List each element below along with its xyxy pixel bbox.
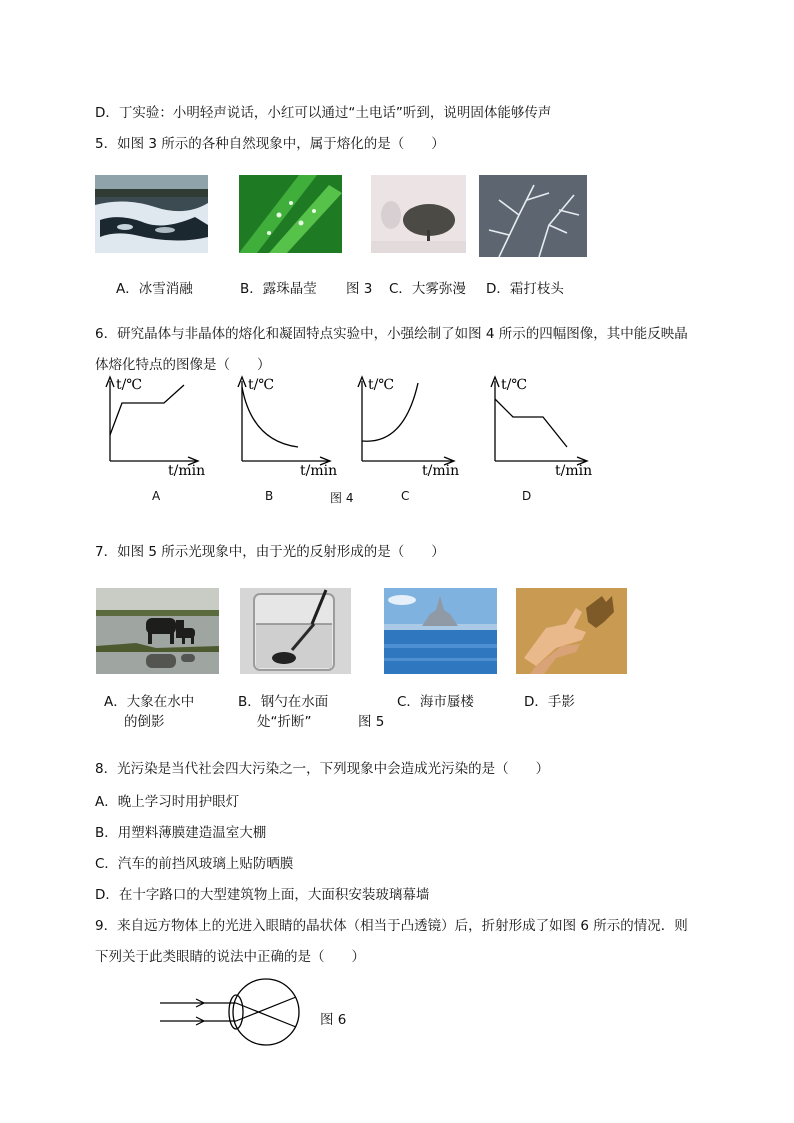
question-7-stem: 7．如图 5 所示光现象中，由于光的反射形成的是（ ） (95, 544, 445, 560)
q7-option-d: D．手影 (524, 694, 575, 710)
graph-label-c: C (401, 489, 410, 503)
eye-diagram (158, 975, 318, 1050)
q8-option-a: A．晚上学习时用护眼灯 (95, 794, 240, 810)
question-5-stem: 5．如图 3 所示的各种自然现象中，属于熔化的是（ ） (95, 136, 445, 152)
q7-option-b-line1: B．钢勺在水面 (238, 694, 329, 710)
graph-c (348, 373, 458, 478)
graph-b-x-label: t/min (300, 463, 338, 479)
option-d-previous: D．丁实验：小明轻声说话，小红可以通过“土电话”听到，说明固体能够传声 (95, 105, 552, 121)
graph-b-y-label: t/℃ (248, 377, 275, 393)
q8-option-c: C．汽车的前挡风玻璃上贴防晒膜 (95, 856, 294, 872)
graph-a-y-label: t/℃ (116, 377, 143, 393)
elephant-reflection-photo (96, 588, 219, 674)
q7-option-b-line2: 处“折断” (257, 714, 312, 730)
graph-label-b: B (265, 489, 274, 503)
graph-a (96, 373, 206, 479)
spoon-in-water-photo (240, 588, 351, 674)
ice-melting-photo (95, 175, 208, 253)
q8-option-d: D．在十字路口的大型建筑物上面，大面积安装玻璃幕墙 (95, 887, 430, 903)
mirage-photo (384, 588, 497, 674)
q7-option-a-line1: A．大象在水中 (104, 694, 195, 710)
question-6-stem-line2: 体熔化特点的图像是（ ） (95, 357, 271, 373)
graph-c-x-label: t/min (422, 463, 460, 479)
graph-d-x-label: t/min (555, 463, 593, 479)
question-6-stem-line1: 6．研究晶体与非晶体的熔化和凝固特点实验中，小强绘制了如图 4 所示的四幅图像，其中能反映晶 (95, 326, 688, 342)
q5-option-d: D．霜打枝头 (486, 281, 564, 297)
graph-a-x-label: t/min (168, 463, 206, 479)
graph-label-d: D (522, 489, 532, 503)
hand-shadow-photo (516, 588, 627, 674)
graph-b (228, 373, 338, 479)
dew-drops-photo (239, 175, 342, 253)
fog-photo (371, 175, 466, 253)
q9-figure-label: 图 6 (320, 1012, 347, 1028)
q7-option-c: C．海市蜃楼 (397, 694, 474, 710)
q7-option-a-line2: 的倒影 (124, 714, 165, 730)
graph-d-y-label: t/℃ (501, 377, 528, 393)
q5-figure-label: 图 3 (346, 281, 373, 297)
question-9-stem-line1: 9．来自远方物体上的光进入眼睛的晶状体（相当于凸透镜）后，折射形成了如图 6 所示的情况．则 (95, 918, 688, 934)
q6-figure-label: 图 4 (330, 491, 354, 505)
graph-d (481, 373, 591, 478)
graph-label-a: A (152, 489, 161, 503)
frost-branches-photo (479, 175, 587, 257)
q5-option-b: B．露珠晶莹 (240, 281, 317, 297)
question-9-stem-line2: 下列关于此类眼睛的说法中正确的是（ ） (95, 949, 365, 965)
q5-option-a: A．冰雪消融 (116, 281, 193, 297)
q5-option-c: C．大雾弥漫 (389, 281, 466, 297)
q8-option-b: B．用塑料薄膜建造温室大棚 (95, 825, 267, 841)
question-8-stem: 8．光污染是当代社会四大污染之一，下列现象中会造成光污染的是（ ） (95, 761, 550, 777)
q7-figure-label: 图 5 (358, 714, 385, 730)
graph-c-y-label: t/℃ (368, 377, 395, 393)
